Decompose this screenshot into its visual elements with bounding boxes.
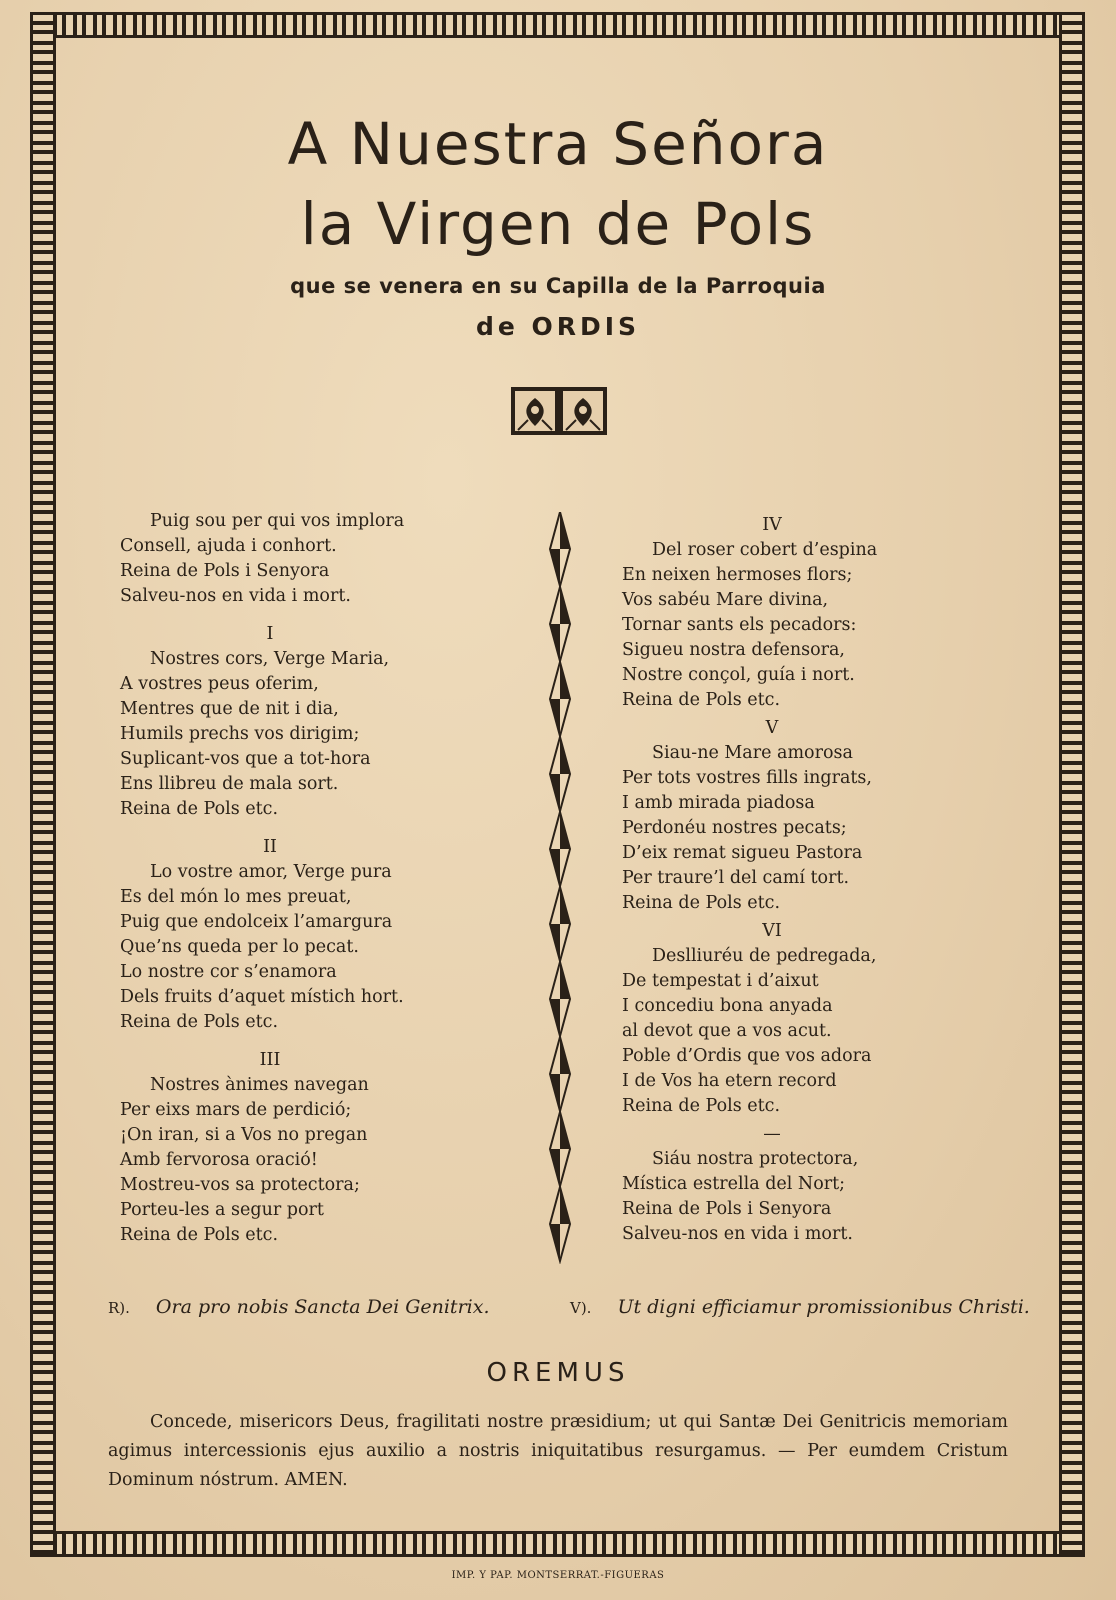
verse-line: Reina de Pols i Senyora xyxy=(622,1199,832,1219)
response-v-label: V). xyxy=(570,1299,592,1317)
border-top xyxy=(30,12,1085,38)
verse-line: Mostreu-vos sa protectora; xyxy=(120,1175,360,1195)
verse-line: Puig que endolceix l’amargura xyxy=(120,912,393,932)
verse-line: Consell, ajuda i conhort. xyxy=(120,536,337,556)
verse-line: Salveu-nos en vida i mort. xyxy=(120,586,351,606)
oremus-prayer: Concede, misericors Deus, fragilitati nostre præsidium; ut qui Santæ Dei Genitricis memoriam agimus intercessionis ejus auxilio a nostris iniquitatibus resurgamus. — Per eumdem Cristum Dominum nóstrum. AMEN. xyxy=(108,1412,1008,1490)
verse-line: Reina de Pols etc. xyxy=(120,1012,279,1032)
verse-line: Del roser cobert d’espina xyxy=(652,540,878,560)
verse-line: Siáu nostra protectora, xyxy=(652,1149,859,1169)
verse-line: Reina de Pols etc. xyxy=(622,893,781,913)
verse-line: I amb mirada piadosa xyxy=(622,793,815,813)
verse-line: Tornar sants els pecadors: xyxy=(622,615,857,635)
verse-line: Nostre conçol, guía i nort. xyxy=(622,665,855,685)
stanza-number: III xyxy=(259,1050,281,1070)
verse-line: Nostres ànimes navegan xyxy=(150,1075,369,1095)
verse-line: Lo vostre amor, Verge pura xyxy=(150,862,392,882)
verse-line: Lo nostre cor s’enamora xyxy=(120,962,337,982)
verse-line: Reina de Pols etc. xyxy=(622,1096,781,1116)
verse-line: Nostres cors, Verge Maria, xyxy=(150,649,390,669)
response-r xyxy=(108,1296,489,1318)
verse-line: Sigueu nostra defensora, xyxy=(622,640,845,660)
title-line-1: A Nuestra Señora xyxy=(287,110,829,178)
stanza-number: VI xyxy=(762,921,782,941)
verse-line: Dels fruits d’aquet místich hort. xyxy=(120,987,404,1007)
verse-line: Reina de Pols i Senyora xyxy=(120,561,330,581)
stanza-number: V xyxy=(765,718,779,738)
verse-line: Per tots vostres fills ingrats, xyxy=(622,768,872,788)
stanza-number: II xyxy=(263,837,277,857)
verse-line: A vostres peus oferim, xyxy=(120,674,319,694)
title-line-2: la Virgen de Pols xyxy=(300,190,816,258)
verse-line: Perdonéu nostres pecats; xyxy=(622,818,847,838)
floral-ornament-icon xyxy=(510,386,608,436)
response-r-text: Ora pro nobis Sancta Dei Genitrix. xyxy=(155,1296,490,1318)
verse-line: Mística estrella del Nort; xyxy=(622,1174,846,1194)
verse-line: I concediu bona anyada xyxy=(622,996,833,1016)
verse-line: Per traure’l del camí tort. xyxy=(622,868,850,888)
verse-line: Reina de Pols etc. xyxy=(120,1225,279,1245)
verse-line: Mentres que de nit i dia, xyxy=(120,699,339,719)
diamond-divider xyxy=(549,512,571,1264)
right-column xyxy=(622,510,952,1247)
verse-line: Reina de Pols etc. xyxy=(120,799,279,819)
verse-line: Humils prechs vos dirigim; xyxy=(120,724,360,744)
response-r-label: R). xyxy=(108,1299,130,1317)
separator-dash: — xyxy=(763,1124,781,1144)
response-v xyxy=(570,1296,1030,1318)
verse-line: Reina de Pols etc. xyxy=(622,690,781,710)
subtitle: que se venera en su Capilla de la Parroquia xyxy=(290,274,826,298)
stanza-number: IV xyxy=(762,515,782,535)
verse-line: al devot que a vos acut. xyxy=(622,1021,832,1041)
stanza-number: I xyxy=(266,624,274,644)
verse-line: Ens llibreu de mala sort. xyxy=(120,774,339,794)
subtitle-place: de ORDIS xyxy=(475,312,641,341)
verse-line: Es del món lo mes preuat, xyxy=(120,887,352,907)
verse-line: Deslliuréu de pedregada, xyxy=(652,946,877,966)
verse-line: Salveu-nos en vida i mort. xyxy=(622,1224,853,1244)
verse-line: Puig sou per qui vos implora xyxy=(150,511,405,531)
verse-line: ¡On iran, si a Vos no pregan xyxy=(120,1125,368,1145)
left-column xyxy=(120,509,420,1248)
verse-line: En neixen hermoses flors; xyxy=(622,565,853,585)
verse-line: De tempestat i d’aixut xyxy=(622,971,819,991)
verse-line: Amb fervorosa oració! xyxy=(120,1150,318,1170)
verse-line: Per eixs mars de perdició; xyxy=(120,1100,352,1120)
verse-line: Poble d’Ordis que vos adora xyxy=(622,1046,872,1066)
verse-line: I de Vos ha etern record xyxy=(622,1071,837,1091)
border-bottom xyxy=(30,1531,1085,1557)
oremus-heading: OREMUS xyxy=(486,1358,630,1388)
verse-line: D’eix remat sigueu Pastora xyxy=(622,843,863,863)
verse-line: Porteu-les a segur port xyxy=(120,1200,324,1220)
verse-line: Que’ns queda per lo pecat. xyxy=(120,937,359,957)
verse-line: Siau-ne Mare amorosa xyxy=(652,743,853,763)
verse-line: Vos sabéu Mare divina, xyxy=(622,590,829,610)
verse-line: Suplicant-vos que a tot-hora xyxy=(120,749,371,769)
response-v-text: Ut digni efficiamur promissionibus Christi. xyxy=(617,1296,1030,1318)
printer-imprint: IMP. Y PAP. MONTSERRAT.-FIGUERAS xyxy=(451,1570,665,1581)
